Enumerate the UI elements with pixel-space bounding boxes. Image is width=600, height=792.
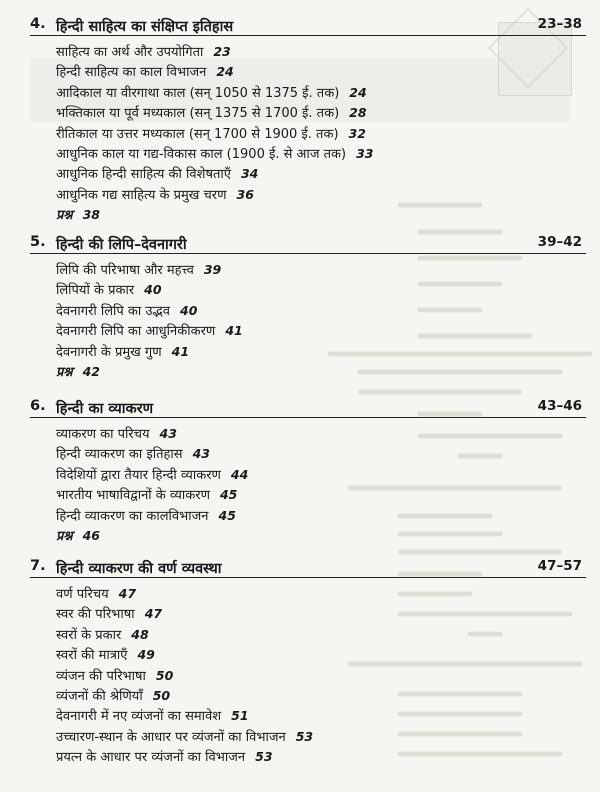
- chapter-title: हिन्दी साहित्य का संक्षिप्त इतिहास: [56, 19, 234, 35]
- chapter-page-range: 47–57: [537, 558, 582, 574]
- page-number: 49: [137, 647, 155, 663]
- chapter-divider: [30, 35, 586, 36]
- page-number: 45: [219, 487, 238, 503]
- toc-item[interactable]: देवनागरी के प्रमुख गुण 41: [56, 343, 190, 360]
- page-number: 24: [349, 84, 367, 100]
- toc-item[interactable]: स्वरों की मात्राएँ 49: [56, 647, 155, 664]
- toc-item[interactable]: व्याकरण का परिचय 43: [56, 426, 177, 442]
- toc-item[interactable]: भक्तिकाल या पूर्व मध्यकाल (सन् 1375 से 1700 ई. तक) 28: [56, 105, 367, 122]
- page-number: 47: [144, 606, 163, 622]
- page-number: 44: [230, 466, 249, 482]
- toc-item-questions[interactable]: प्रश्न 42: [56, 363, 100, 380]
- chapter-5: [0, 228, 600, 382]
- toc-item[interactable]: साहित्य का अर्थ और उपयोगिता 23: [56, 44, 231, 60]
- page-number: 40: [144, 282, 162, 298]
- chapter-title: हिन्दी व्याकरण की वर्ण व्यवस्था: [56, 561, 222, 577]
- chapter-6: [0, 392, 600, 546]
- chapter-divider: [30, 577, 586, 578]
- chapter-items: [0, 424, 600, 546]
- page-number: 50: [152, 687, 171, 703]
- page-number: 42: [82, 363, 100, 379]
- toc-item[interactable]: प्रयत्न के आधार पर व्यंजनों का विभाजन 53: [56, 749, 273, 766]
- toc-item[interactable]: व्यंजनों की श्रेणियाँ 50: [56, 687, 171, 704]
- chapter-divider: [30, 417, 586, 418]
- toc-item[interactable]: हिन्दी व्याकरण का कालविभाजन 45: [56, 507, 236, 524]
- toc-item[interactable]: स्वर की परिभाषा 47: [56, 606, 163, 623]
- page-number: 50: [155, 667, 174, 683]
- toc-item[interactable]: लिपि की परिभाषा और महत्त्व 39: [56, 262, 222, 278]
- page-number: 46: [82, 527, 100, 543]
- page-number: 41: [225, 323, 243, 339]
- page-number: 53: [295, 728, 314, 744]
- toc-item[interactable]: हिन्दी व्याकरण का इतिहास 43: [56, 446, 210, 463]
- toc-item[interactable]: स्वरों के प्रकार 48: [56, 626, 149, 643]
- page-number: 32: [348, 125, 366, 141]
- toc-item[interactable]: भारतीय भाषाविद्वानों के व्याकरण 45: [56, 487, 238, 504]
- page-number: 48: [131, 626, 149, 642]
- chapter-items: [0, 584, 600, 768]
- chapter-items: [0, 42, 600, 226]
- chapter-number: 7.: [30, 558, 46, 574]
- toc-item[interactable]: विदेशियों द्वारा तैयार हिन्दी व्याकरण 44: [56, 466, 249, 483]
- chapter-number: 4.: [30, 16, 46, 32]
- chapter-4: [0, 10, 600, 226]
- toc-item[interactable]: आदिकाल या वीरगाथा काल (सन् 1050 से 1375 ई. तक) 24: [56, 84, 367, 101]
- toc-item[interactable]: देवनागरी लिपि का आधुनिकीकरण 41: [56, 323, 243, 340]
- page-number: 28: [349, 105, 367, 121]
- page-number: 24: [216, 64, 234, 80]
- chapter-number: 6.: [30, 398, 46, 414]
- chapter-page-range: 43–46: [537, 398, 582, 414]
- page-number: 41: [171, 343, 190, 359]
- page-number: 43: [192, 446, 210, 462]
- toc-item[interactable]: रीतिकाल या उत्तर मध्यकाल (सन् 1700 से 1900 ई. तक) 32: [56, 125, 366, 142]
- chapter-heading: [0, 228, 600, 254]
- page-number: 47: [118, 586, 137, 601]
- toc-item[interactable]: आधुनिक हिन्दी साहित्य की विशेषताएँ 34: [56, 166, 259, 183]
- chapter-title: हिन्दी का व्याकरण: [56, 401, 154, 417]
- chapter-title: हिन्दी की लिपि–देवनागरी: [56, 237, 187, 253]
- page-number: 45: [218, 507, 236, 523]
- page-number: 43: [159, 426, 177, 441]
- chapter-heading: [0, 552, 600, 578]
- page-number: 36: [236, 186, 254, 202]
- toc-item[interactable]: आधुनिक काल या गद्य-विकास काल (1900 ई. से आज तक) 33: [56, 145, 374, 162]
- page-number: 38: [82, 207, 100, 223]
- toc-item-questions[interactable]: प्रश्न 46: [56, 527, 100, 544]
- toc-item[interactable]: देवनागरी में नए व्यंजनों का समावेश 51: [56, 708, 249, 725]
- page-number: 53: [255, 749, 273, 765]
- toc-item[interactable]: आधुनिक गद्य साहित्य के प्रमुख चरण 36: [56, 186, 254, 203]
- chapter-heading: [0, 10, 600, 36]
- toc-item[interactable]: हिन्दी साहित्य का काल विभाजन 24: [56, 64, 234, 81]
- toc-item[interactable]: वर्ण परिचय 47: [56, 586, 137, 602]
- chapter-divider: [30, 253, 586, 254]
- page-number: 34: [240, 166, 259, 182]
- chapter-page-range: 23–38: [537, 16, 582, 32]
- page-number: 23: [213, 44, 231, 59]
- page-number: 33: [356, 145, 374, 161]
- page-number: 40: [180, 302, 198, 318]
- chapter-number: 5.: [30, 234, 46, 250]
- chapter-7: [0, 552, 600, 768]
- chapter-items: [0, 260, 600, 382]
- toc-item[interactable]: उच्चारण-स्थान के आधार पर व्यंजनों का विभाजन 53: [56, 728, 314, 745]
- page-number: 39: [203, 262, 222, 277]
- toc-item[interactable]: लिपियों के प्रकार 40: [56, 282, 162, 299]
- chapter-heading: [0, 392, 600, 418]
- toc-item-questions[interactable]: प्रश्न 38: [56, 207, 100, 224]
- page-number: 51: [231, 708, 249, 724]
- toc-item[interactable]: व्यंजन की परिभाषा 50: [56, 667, 174, 684]
- toc-item[interactable]: देवनागरी लिपि का उद्भव 40: [56, 302, 198, 319]
- chapter-page-range: 39–42: [537, 234, 582, 250]
